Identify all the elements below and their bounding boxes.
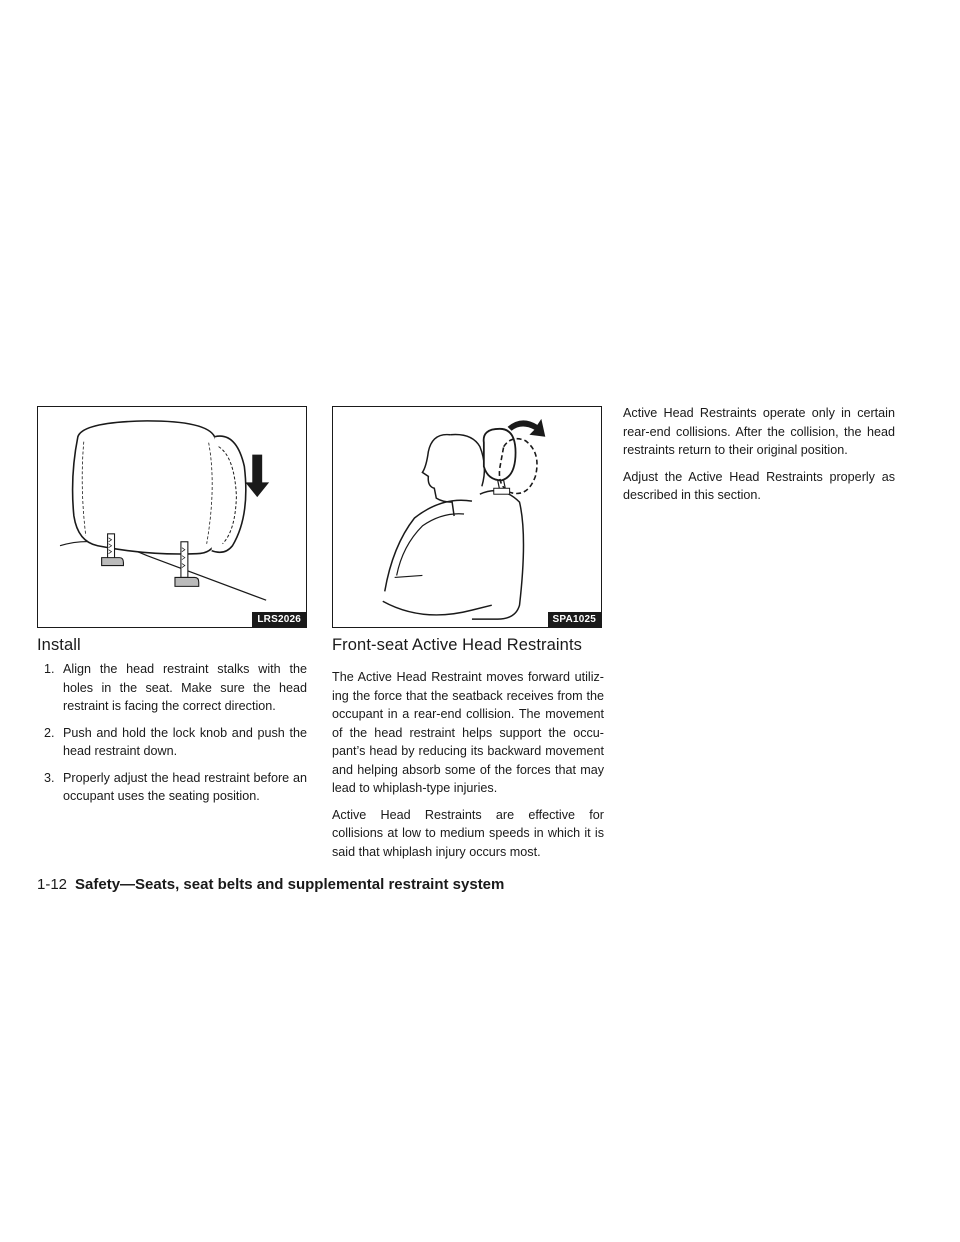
paragraph: Active Head Restraints operate only in certain rear-end collisions. After the collision, the head restraints return to their original position.: [623, 406, 895, 457]
list-item: [37, 724, 307, 761]
page-footer: [37, 876, 504, 893]
paragraph: Active Head Restraints are effective for collisions at low to medium speeds in which it is said that whiplash injury occurs most.: [332, 807, 604, 859]
install-steps-list: [37, 660, 307, 814]
step-text: Properly adjust the head restraint before an occupant uses the seating position.: [63, 770, 307, 803]
step-text: Align the head restraint stalks with the holes in the seat. Make sure the head restraint is facing the correct direction.: [63, 662, 307, 713]
figure-code: SPA1025: [548, 612, 601, 627]
figure-code: LRS2026: [252, 612, 306, 627]
step-number: 2.: [44, 725, 55, 740]
paragraph: Adjust the Active Head Restraints properly as described in this section.: [623, 469, 895, 502]
section-title: Safety—Seats, seat belts and supplemental restraint system: [75, 876, 505, 893]
step-number: 3.: [44, 770, 55, 785]
head-restraint-install-figure: [37, 406, 307, 628]
right-column-body: [623, 404, 895, 513]
install-heading: Install: [37, 636, 81, 654]
active-head-restraints-heading: Front-seat Active Head Restraints: [332, 636, 582, 654]
active-head-restraints-body: [332, 668, 604, 869]
head-restraint-illustration: [38, 407, 306, 627]
list-item: [37, 769, 307, 806]
list-item: [37, 660, 307, 716]
step-number: 1.: [44, 662, 55, 676]
occupant-seat-illustration: [333, 407, 601, 627]
paragraph: The Active Head Restraint moves forward utiliz-ing the force that the seatback receives from the occupant in a rear-end collision. The movement of the head restraint helps support the occu-pant’s head by reducing its backward movement and helping absorb some of the forces that may lead to whiplash-type injuries.: [332, 670, 604, 795]
page-number: 1-12: [37, 876, 68, 893]
step-text: Push and hold the lock knob and push the head restraint down.: [63, 725, 307, 758]
active-head-restraint-figure: [332, 406, 602, 628]
